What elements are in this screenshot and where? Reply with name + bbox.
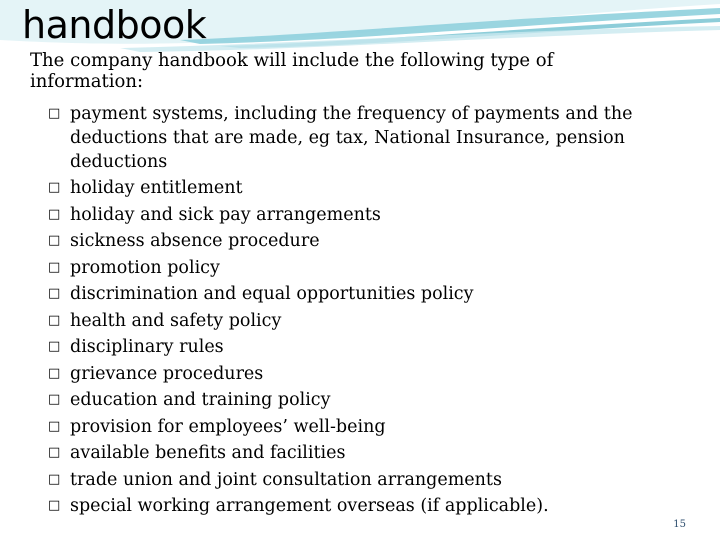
list-item: □ discrimination and equal opportunities policy [48,284,474,304]
list-item: □ disciplinary rules [48,337,224,357]
missing-glyph-box-icon: □ [48,206,61,222]
missing-glyph-box-icon: □ [48,445,61,460]
list-item: □ promotion policy [48,257,220,278]
list-item: □ special working arrangement overseas (if applicable). [48,496,549,516]
missing-glyph-box-icon: □ [48,392,61,407]
missing-glyph-box-icon: □ [48,498,61,513]
list-item: □ education and training policy [48,390,331,410]
missing-glyph-box-icon: □ [48,418,61,434]
missing-glyph-box-icon: □ [48,365,61,381]
list-item: □ sickness absence procedure [48,231,320,251]
missing-glyph-box-icon: □ [48,471,61,487]
missing-glyph-box-icon: □ [48,286,61,301]
missing-glyph-box-icon: □ [48,339,61,354]
list-item: □ holiday entitlement [48,178,243,198]
missing-glyph-box-icon: □ [48,106,61,121]
list-item: □ provision for employees’ well-being [48,416,386,437]
page-number: 15 [673,519,686,530]
missing-glyph-box-icon: □ [48,233,61,248]
list-item: □ health and safety policy [48,310,282,331]
list-item: □ grievance procedures [48,363,264,384]
list-item: □ trade union and joint consultation arrangements [48,469,502,490]
bullet-list [48,102,708,521]
list-item: □ available benefits and facilities [48,443,346,463]
missing-glyph-box-icon: □ [48,259,61,275]
slide-title: handbook [22,3,207,47]
intro-text: The company handbook will include the following type of information: [30,49,554,92]
missing-glyph-box-icon: □ [48,180,61,195]
missing-glyph-box-icon: □ [48,312,61,328]
list-item: □ holiday and sick pay arrangements [48,204,381,225]
list-item: □ payment systems, including the frequency of payments and the deductions that are made, eg tax, National Insurance, pension deductions [48,104,633,172]
